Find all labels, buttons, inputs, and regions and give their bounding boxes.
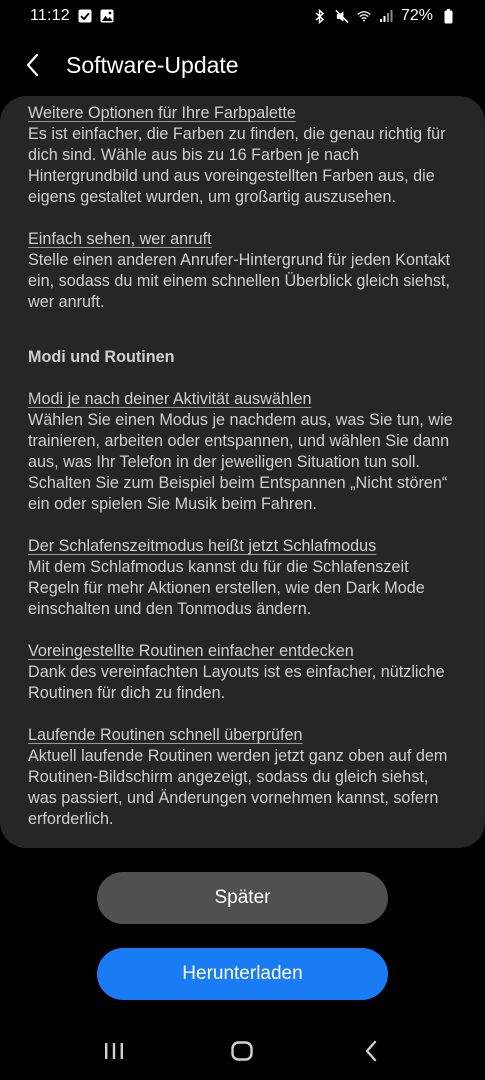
release-note-section	[28, 229, 455, 313]
back-button[interactable]	[8, 40, 58, 90]
nav-back-button[interactable]	[341, 1022, 401, 1080]
release-note-section	[28, 725, 455, 830]
section-body: Mit dem Schlafmodus kannst du für die Schlafenszeit Regeln für mehr Aktionen erstellen, wie den Dark Mode einschalten und den Tonmodus ändern.	[28, 558, 425, 618]
status-left	[30, 7, 114, 25]
section-body: Wählen Sie einen Modus je nachdem aus, was Sie tun, wie trainieren, arbeiten oder entspannen, und wählen Sie dann aus, was Ihr Telefon in der jeweiligen Situation tun soll. Schalten Sie zum Beispiel beim Entspannen „Nicht stören“ ein oder spielen Sie Musik beim Fahren.	[28, 411, 453, 513]
home-icon	[230, 1040, 254, 1062]
release-note-section	[28, 536, 455, 620]
status-bar	[0, 0, 485, 32]
release-note-section	[28, 641, 455, 704]
status-right	[313, 7, 455, 25]
section-heading: Einfach sehen, wer anruft	[28, 230, 212, 248]
check-box-icon	[78, 9, 92, 23]
section-heading: Voreingestellte Routinen einfacher entdecken	[28, 642, 354, 660]
release-note-section	[28, 389, 455, 515]
section-body: Es ist einfacher, die Farben zu finden, die genau richtig für dich sind. Wähle aus bis zu 16 Farben je nach Hintergrundbild und aus voreingestellten Farben aus, die eigens gestaltet wurden, um großartig auszusehen.	[28, 125, 446, 206]
section-body: Stelle einen anderen Anrufer-Hintergrund für jeden Kontakt ein, sodass du mit einem schnellen Überblick gleich siehst, wer anruft.	[28, 251, 451, 311]
later-button[interactable]: Später	[97, 872, 388, 924]
battery-icon	[441, 9, 455, 23]
mute-icon	[335, 9, 349, 23]
recent-apps-icon	[103, 1041, 125, 1061]
section-body: Dank des vereinfachten Layouts ist es einfacher, nützliche Routinen für dich zu finden.	[28, 663, 445, 702]
section-heading: Modi je nach deiner Aktivität auswählen	[28, 390, 312, 408]
wifi-icon	[357, 9, 371, 23]
back-icon	[364, 1040, 378, 1062]
signal-icon	[379, 9, 393, 23]
page-title: Software-Update	[66, 51, 239, 78]
release-notes-card[interactable]	[0, 96, 485, 848]
release-note-section	[28, 103, 455, 208]
section-heading: Laufende Routinen schnell überprüfen	[28, 726, 303, 744]
navigation-bar	[0, 1022, 485, 1080]
download-button[interactable]: Herunterladen	[97, 948, 388, 1000]
recent-apps-button[interactable]	[84, 1022, 144, 1080]
image-icon	[100, 9, 114, 23]
status-time: 11:12	[30, 7, 70, 24]
bluetooth-icon	[313, 9, 327, 23]
chevron-left-icon	[25, 53, 41, 77]
section-heading: Der Schlafenszeitmodus heißt jetzt Schlafmodus	[28, 537, 377, 555]
group-title: Modi und Routinen	[28, 348, 175, 366]
battery-percent: 72%	[400, 7, 433, 24]
section-body: Aktuell laufende Routinen werden jetzt ganz oben auf dem Routinen-Bildschirm angezeigt, sodass du gleich siehst, was passiert, und Änderungen vornehmen kannst, sofern erforderlich.	[28, 747, 448, 828]
header	[0, 40, 485, 90]
section-heading: Weitere Optionen für Ihre Farbpalette	[28, 104, 296, 122]
home-button[interactable]	[212, 1022, 272, 1080]
